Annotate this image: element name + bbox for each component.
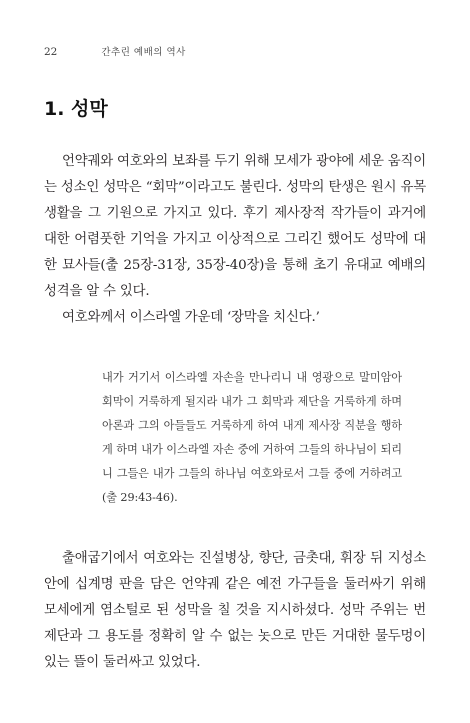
- block-quote-text: 내가 거기서 이스라엘 자손을 만나리니 내 영광으로 말미암아 회막이 거룩하게 될지라 내가 그 회막과 제단을 거룩하게 하며 아론과 그의 아들들도 거룩하게 하여 내게 제사장 직분을 행하게 하며 내가 이스라엘 자손 중에 거하여 그들의 하나님이 되리니 그들은 내가 그들의 하나님 여호와로서 그들 중에 거하려고 (출 29:43-46).: [102, 371, 402, 504]
- page-number: 22: [44, 46, 58, 58]
- paragraph-quote-lead: 여호와께서 이스라엘 가운데 ‘장막을 치신다.’: [62, 310, 320, 325]
- book-title: 간추린 예배의 역사: [101, 47, 186, 58]
- paragraph-tabernacle-intro: 언약궤와 여호와의 보좌를 두기 위해 모세가 광야에 세운 움직이는 성소인 성막은 “회막”이라고도 불린다. 성막의 탄생은 원시 유목 생활을 그 기원으로 가지고 있다. 후기 제사장적 작가들이 과거에 대한 어렴풋한 기억을 가지고 이상적으로 그리긴 했어도 성막에 대한 묘사들(출 25장-31장, 35장-40장)을 통해 초기 유대교 예배의 성격을 알 수 있다.: [44, 154, 426, 299]
- block-quote: [102, 366, 402, 510]
- section-heading: 1. 성막: [44, 98, 108, 120]
- body-text-closing: [44, 546, 426, 676]
- running-header: [44, 44, 186, 58]
- body-text-intro: [44, 149, 426, 331]
- paragraph-exodus-furnishings: 출애굽기에서 여호와는 진설병상, 향단, 금촛대, 휘장 뒤 지성소 안에 십계명 판을 담은 언약궤 같은 예전 가구들을 둘러싸기 위해 모세에게 염소털로 된 성막을 칠 것을 지시하셨다. 성막 주위는 번제단과 그 용도를 정확히 알 수 없는 놋으로 만든 거대한 물두멍이 있는 뜰이 둘러싸고 있었다.: [44, 551, 426, 670]
